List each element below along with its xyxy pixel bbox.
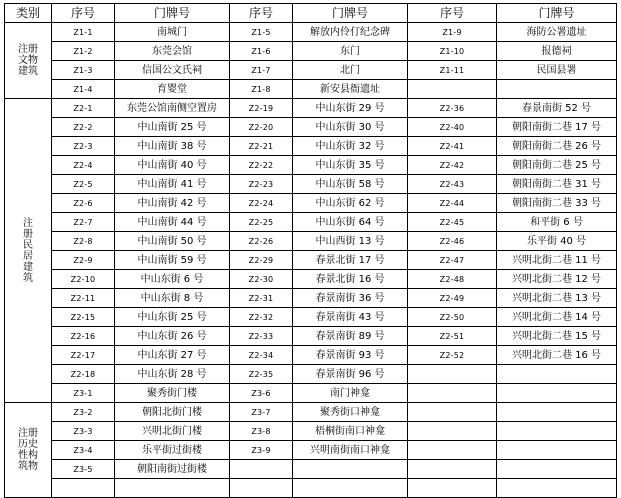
serial-cell: Z2-18: [52, 365, 115, 384]
serial-cell: Z2-41: [408, 137, 497, 156]
address-cell: 中山南街 42 号: [115, 194, 230, 213]
address-cell: 中山东街 32 号: [293, 137, 408, 156]
address-cell: [497, 460, 617, 479]
header-serial-1: 序号: [52, 4, 115, 23]
serial-cell: Z2-31: [230, 289, 293, 308]
table-row: [5, 441, 617, 460]
serial-cell: Z3-3: [52, 422, 115, 441]
address-cell: 朝阳南街二巷 26 号: [497, 137, 617, 156]
serial-cell: Z2-22: [230, 156, 293, 175]
serial-cell: [230, 460, 293, 479]
table-row: [5, 479, 617, 498]
address-cell: 报德祠: [497, 42, 617, 61]
address-cell: 中山东街 62 号: [293, 194, 408, 213]
table-row: [5, 80, 617, 99]
address-cell: 乐平街过街楼: [115, 441, 230, 460]
category-label-line: 居: [23, 250, 33, 262]
serial-cell: Z2-16: [52, 327, 115, 346]
address-cell: 梧桐街南口神龛: [293, 422, 408, 441]
address-cell: 东莞公馆南侧空置房: [115, 99, 230, 118]
address-cell: 朝阳南街过街楼: [115, 460, 230, 479]
address-cell: 春景南街 43 号: [293, 308, 408, 327]
serial-cell: Z2-25: [230, 213, 293, 232]
table-row: [5, 346, 617, 365]
serial-cell: Z2-42: [408, 156, 497, 175]
serial-cell: Z2-24: [230, 194, 293, 213]
serial-cell: Z2-30: [230, 270, 293, 289]
table-row: [5, 365, 617, 384]
serial-cell: [408, 365, 497, 384]
serial-cell: Z2-33: [230, 327, 293, 346]
table-body: [5, 23, 617, 498]
address-cell: 信国公文氏祠: [115, 61, 230, 80]
address-cell: 中山南街 44 号: [115, 213, 230, 232]
category-label-line: 文物: [18, 55, 38, 66]
serial-cell: Z2-9: [52, 251, 115, 270]
category-label-line: 筑: [23, 272, 33, 284]
serial-cell: Z2-44: [408, 194, 497, 213]
category-label-line: 性构: [18, 450, 38, 461]
category-label-line: 建: [23, 261, 33, 273]
address-cell: 兴明南街南口神龛: [293, 441, 408, 460]
address-cell: [497, 80, 617, 99]
serial-cell: [408, 479, 497, 498]
serial-cell: Z1-6: [230, 42, 293, 61]
serial-cell: [408, 80, 497, 99]
serial-cell: Z2-15: [52, 308, 115, 327]
serial-cell: Z2-11: [52, 289, 115, 308]
address-cell: 兴明北街二巷 11 号: [497, 251, 617, 270]
table-row: [5, 99, 617, 118]
serial-cell: Z2-36: [408, 99, 497, 118]
address-cell: 兴明北街二巷 12 号: [497, 270, 617, 289]
table-row: [5, 194, 617, 213]
address-cell: 春景北街 17 号: [293, 251, 408, 270]
serial-cell: Z2-5: [52, 175, 115, 194]
address-cell: 中山南街 41 号: [115, 175, 230, 194]
address-cell: 春景南街 96 号: [293, 365, 408, 384]
serial-cell: Z2-20: [230, 118, 293, 137]
address-cell: [293, 460, 408, 479]
table-row: [5, 384, 617, 403]
table-row: [5, 213, 617, 232]
address-cell: [497, 422, 617, 441]
address-cell: 南城门: [115, 23, 230, 42]
address-cell: 聚秀街口神龛: [293, 403, 408, 422]
address-cell: 中山东街 28 号: [115, 365, 230, 384]
serial-cell: Z2-34: [230, 346, 293, 365]
address-cell: 中山南街 50 号: [115, 232, 230, 251]
serial-cell: Z3-1: [52, 384, 115, 403]
table-row: [5, 460, 617, 479]
table-row: [5, 270, 617, 289]
category-cell: [5, 23, 52, 99]
serial-cell: Z1-4: [52, 80, 115, 99]
address-cell: 海防公署遗址: [497, 23, 617, 42]
address-cell: 中山东街 6 号: [115, 270, 230, 289]
address-cell: 兴明北街二巷 13 号: [497, 289, 617, 308]
address-cell: 春景南街 52 号: [497, 99, 617, 118]
table-row: [5, 289, 617, 308]
serial-cell: Z2-1: [52, 99, 115, 118]
serial-cell: Z2-51: [408, 327, 497, 346]
table-row: [5, 251, 617, 270]
serial-cell: Z2-45: [408, 213, 497, 232]
serial-cell: Z2-40: [408, 118, 497, 137]
category-label-line: 注册: [18, 44, 38, 55]
address-cell: 春景南街 36 号: [293, 289, 408, 308]
serial-cell: Z2-43: [408, 175, 497, 194]
serial-cell: Z2-23: [230, 175, 293, 194]
address-cell: 聚秀街门楼: [115, 384, 230, 403]
address-cell: 兴明北街二巷 16 号: [497, 346, 617, 365]
serial-cell: Z1-10: [408, 42, 497, 61]
serial-cell: Z3-8: [230, 422, 293, 441]
table-row: [5, 232, 617, 251]
address-cell: 南门神龛: [293, 384, 408, 403]
address-cell: 中山东街 8 号: [115, 289, 230, 308]
serial-cell: Z2-26: [230, 232, 293, 251]
address-cell: [497, 403, 617, 422]
address-cell: 春景北街 16 号: [293, 270, 408, 289]
header-address-2: 门牌号: [293, 4, 408, 23]
table-row: [5, 403, 617, 422]
serial-cell: Z1-2: [52, 42, 115, 61]
serial-cell: Z2-3: [52, 137, 115, 156]
table-row: [5, 156, 617, 175]
serial-cell: Z1-3: [52, 61, 115, 80]
address-cell: [293, 479, 408, 498]
address-cell: 民国县署: [497, 61, 617, 80]
address-cell: 中山西街 13 号: [293, 232, 408, 251]
serial-cell: Z3-7: [230, 403, 293, 422]
serial-cell: Z1-7: [230, 61, 293, 80]
address-cell: 新安县衙遗址: [293, 80, 408, 99]
serial-cell: [408, 384, 497, 403]
address-cell: 朝阳南街二巷 17 号: [497, 118, 617, 137]
address-cell: 兴明北街二巷 14 号: [497, 308, 617, 327]
serial-cell: [408, 441, 497, 460]
address-cell: 北门: [293, 61, 408, 80]
header-row: [5, 4, 617, 23]
header-address-3: 门牌号: [497, 4, 617, 23]
table-row: [5, 308, 617, 327]
serial-cell: Z2-2: [52, 118, 115, 137]
address-cell: 中山东街 64 号: [293, 213, 408, 232]
serial-cell: [408, 460, 497, 479]
serial-cell: Z2-21: [230, 137, 293, 156]
address-cell: [497, 441, 617, 460]
address-cell: 中山南街 59 号: [115, 251, 230, 270]
serial-cell: Z2-35: [230, 365, 293, 384]
address-cell: 解放内伶仃纪念碑: [293, 23, 408, 42]
serial-cell: Z1-11: [408, 61, 497, 80]
address-cell: 和平街 6 号: [497, 213, 617, 232]
category-label-line: 历史: [18, 439, 38, 450]
serial-cell: Z2-47: [408, 251, 497, 270]
serial-cell: Z2-46: [408, 232, 497, 251]
address-cell: 春景南街 93 号: [293, 346, 408, 365]
address-cell: 兴明北街门楼: [115, 422, 230, 441]
serial-cell: Z2-52: [408, 346, 497, 365]
address-cell: [497, 384, 617, 403]
address-cell: 中山东街 35 号: [293, 156, 408, 175]
address-cell: 中山东街 29 号: [293, 99, 408, 118]
address-cell: 朝阳南街二巷 25 号: [497, 156, 617, 175]
heritage-register-table: [4, 3, 617, 498]
address-cell: 朝阳南街二巷 31 号: [497, 175, 617, 194]
serial-cell: Z2-49: [408, 289, 497, 308]
address-cell: 中山南街 38 号: [115, 137, 230, 156]
address-cell: [497, 479, 617, 498]
serial-cell: Z1-9: [408, 23, 497, 42]
category-label-line: 注: [23, 217, 33, 229]
address-cell: 中山东街 27 号: [115, 346, 230, 365]
address-cell: 中山东街 26 号: [115, 327, 230, 346]
category-label-line: 筑物: [18, 461, 38, 472]
category-label-line: 注册: [18, 428, 38, 439]
serial-cell: Z3-4: [52, 441, 115, 460]
address-cell: 乐平街 40 号: [497, 232, 617, 251]
address-cell: [115, 479, 230, 498]
serial-cell: Z2-32: [230, 308, 293, 327]
table-row: [5, 137, 617, 156]
serial-cell: [408, 403, 497, 422]
address-cell: 春景南街 89 号: [293, 327, 408, 346]
header-serial-2: 序号: [230, 4, 293, 23]
serial-cell: Z2-29: [230, 251, 293, 270]
table-row: [5, 118, 617, 137]
serial-cell: Z2-10: [52, 270, 115, 289]
serial-cell: Z3-2: [52, 403, 115, 422]
table-row: [5, 422, 617, 441]
table-row: [5, 42, 617, 61]
header-category: 类别: [5, 4, 52, 23]
category-cell: [5, 99, 52, 403]
category-label-line: 建筑: [18, 66, 38, 77]
table-row: [5, 23, 617, 42]
serial-cell: [408, 422, 497, 441]
address-cell: 东莞会馆: [115, 42, 230, 61]
address-cell: 育婴堂: [115, 80, 230, 99]
serial-cell: Z2-48: [408, 270, 497, 289]
serial-cell: Z3-6: [230, 384, 293, 403]
serial-cell: Z2-4: [52, 156, 115, 175]
address-cell: 中山东街 30 号: [293, 118, 408, 137]
serial-cell: Z2-19: [230, 99, 293, 118]
header-serial-3: 序号: [408, 4, 497, 23]
address-cell: 中山南街 40 号: [115, 156, 230, 175]
address-cell: 中山东街 25 号: [115, 308, 230, 327]
address-cell: 中山南街 25 号: [115, 118, 230, 137]
category-cell: [5, 403, 52, 498]
serial-cell: [52, 479, 115, 498]
address-cell: 朝阳北街门楼: [115, 403, 230, 422]
serial-cell: Z2-8: [52, 232, 115, 251]
serial-cell: Z1-1: [52, 23, 115, 42]
serial-cell: Z2-7: [52, 213, 115, 232]
category-label-line: 民: [23, 239, 33, 251]
address-cell: 兴明北街二巷 15 号: [497, 327, 617, 346]
serial-cell: Z2-6: [52, 194, 115, 213]
serial-cell: Z3-9: [230, 441, 293, 460]
table-row: [5, 327, 617, 346]
serial-cell: Z3-5: [52, 460, 115, 479]
serial-cell: [230, 479, 293, 498]
serial-cell: Z1-5: [230, 23, 293, 42]
category-label-line: 册: [23, 228, 33, 240]
address-cell: 朝阳南街二巷 33 号: [497, 194, 617, 213]
table-row: [5, 175, 617, 194]
serial-cell: Z1-8: [230, 80, 293, 99]
serial-cell: Z2-17: [52, 346, 115, 365]
address-cell: [497, 365, 617, 384]
serial-cell: Z2-50: [408, 308, 497, 327]
address-cell: 中山东街 58 号: [293, 175, 408, 194]
table-row: [5, 61, 617, 80]
header-address-1: 门牌号: [115, 4, 230, 23]
address-cell: 东门: [293, 42, 408, 61]
